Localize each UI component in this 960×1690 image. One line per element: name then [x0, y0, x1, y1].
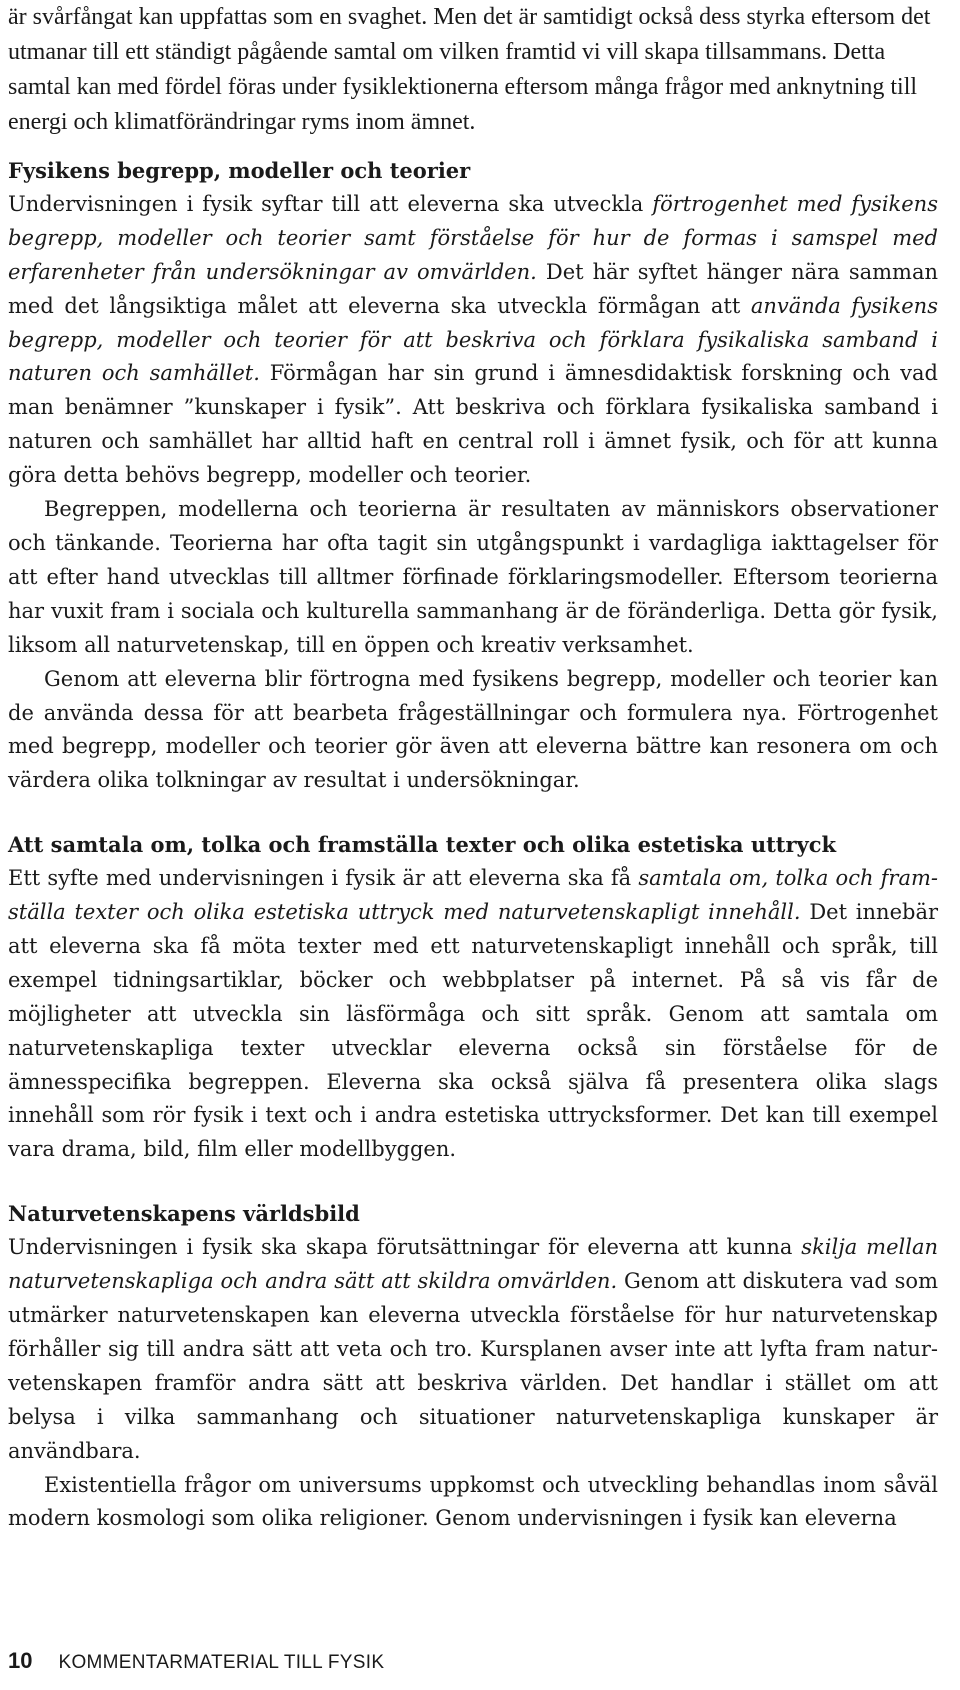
section-samtala-paragraph-1: Ett syfte med undervisningen i fysik är att eleverna ska få samtala om, tolka och framställa texter och olika estetiska uttryck med naturvetenskapligt innehåll. Det innebär att eleverna ska få möta texter med ett naturvetenskapligt innehåll och språk, till exempel tidningsartiklar, böcker och webbplatser på internet. På så vis får de möjligheter att utveckla sin läsförmåga och sitt språk. Genom att samtala om naturvetenskapliga texter utvecklar eleverna också sin förståelse för de ämnesspecifika begreppen. Eleverna ska också själva få presentera olika slags innehåll som rör fysik i text och i andra estetiska uttrycksformer. Det kan till exempel vara drama, bild, film eller modellbyggen. [8, 866, 939, 1162]
page-number: 10 [8, 1648, 33, 1673]
intro-paragraph: är svårfångat kan uppfattas som en svaghet. Men det är samtidigt också dess styrka eftersom det utmanar till ett ständigt pågående samtal om vilken framtid vi vill skapa tillsammans. Detta samtal kan med fördel föras under fysiklektionerna eftersom många frågor med anknytning till energi och klimatförändringar ryms inom ämnet. [8, 4, 931, 135]
page-footer [8, 1648, 384, 1674]
section-begrepp-paragraph-2: Begreppen, modellerna och teorierna är resultaten av människors observationer och tänkande. Teorierna har ofta tagit sin utgångspunkt i vardagliga iakttagelser för att efter hand utvecklas till alltmer förfinade förklaringsmodeller. Eftersom teorierna har vuxit fram i sociala och kulturella sammanhang är de föränderliga. Detta gör fysik, liksom all naturvetenskap, till en öppen och kreativ verksamhet. [8, 497, 938, 657]
section-begrepp-paragraph-3: Genom att eleverna blir förtrogna med fysikens begrepp, modeller och teorier kan de använda dessa för att bearbeta frågeställningar och formulera nya. Förtrogenhet med begrepp, modeller och teorier gör även att eleverna bättre kan resonera om och värdera olika tolkningar av resultat i undersökningar. [8, 666, 938, 793]
section-heading-begrepp: Fysikens begrepp, modeller och teorier [8, 158, 471, 183]
section-varldsbild-paragraph-1: Undervisningen i fysik ska skapa förutsättningar för eleverna att kunna skilja mellan naturvetenskapliga och andra sätt att skildra omvärlden. Genom att diskutera vad som utmärker naturvetenskapen kan eleverna utveckla förståelse för hur naturvetenskap förhåller sig till andra sätt att veta och tro. Kursplanen avser inte att lyfta fram naturvetenskapen framför andra sätt att beskriva världen. Det handlar i stället om att belysa i vilka sammanhang och situationer naturvetenskapliga kunskaper är användbara. [8, 1235, 938, 1463]
section-heading-samtala: Att samtala om, tolka och framställa texter och olika estetiska uttryck [8, 832, 837, 858]
section-begrepp-paragraph-1: Undervisningen i fysik syftar till att eleverna ska utveckla förtrogenhet med fysikens begrepp, modeller och teorier samt förståelse för hur de formas i samspel med erfarenheter från undersökningar av omvärlden. Det här syftet hänger nära samman med det långsiktiga målet att eleverna ska utveckla förmågan att använda fysikens begrepp, modeller och teorier för att beskriva och förklara fysikaliska samband i naturen och samhället. Förmågan har sin grund i ämnesdidaktisk forskning och vad man benämner ”kunskaper i fysik”. Att beskriva och förklara fysikaliska samband i naturen och samhället har alltid haft en central roll i ämnet fysik, och för att kunna göra detta behövs begrepp, modeller och teorier. [8, 191, 939, 488]
section-heading-varldsbild: Naturvetenskapens världsbild [8, 1201, 360, 1227]
section-varldsbild-paragraph-2: Existentiella frågor om universums uppkomst och utveckling behandlas inom såväl modern kosmologi som olika religioner. Genom undervisningen i fysik kan eleverna [8, 1472, 938, 1531]
running-title: KOMMENTARMATERIAL TILL FYSIK [58, 1652, 385, 1673]
document-page [8, 0, 938, 1536]
